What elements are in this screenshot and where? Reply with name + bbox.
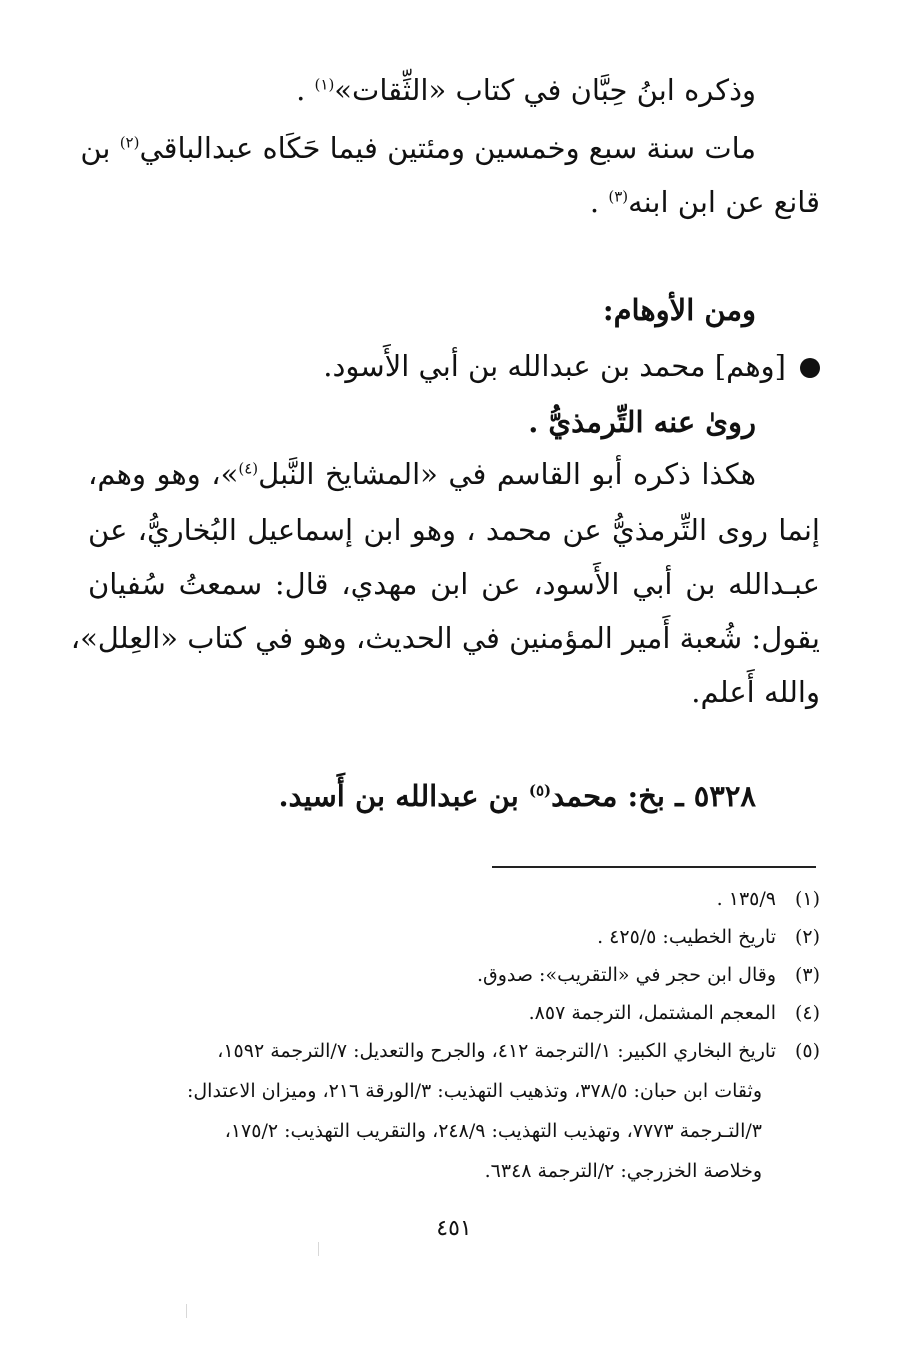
entry-heading (88, 776, 756, 816)
footnote-1 (88, 884, 820, 914)
text-fragment: مات سنة سبع وخمسين ومئتين فيما حَكَاه عبدالباقي (139, 131, 756, 165)
footnote-5-line-3: ٣/التـرجمة ٧٧٧٣، وتهذيب التهذيب: ٢٤٨/٩، والتقريب التهذيب: ١٧٥/٢، (224, 1120, 762, 1142)
footnote-number: (٢) (794, 926, 820, 948)
footnote-4 (88, 998, 820, 1028)
paragraph-line-2: إنما روى التِّرمذيُّ عن محمد ، وهو ابن إسماعيل البُخاريُّ، عن (88, 513, 820, 547)
bullet-icon (800, 358, 820, 378)
text-fragment: »، وهو وهم، (88, 457, 239, 491)
footnote-text: المعجم المشتمل، الترجمة ٨٥٧. (528, 1002, 776, 1024)
footnote-text: ١٣٥/٩ . (716, 888, 776, 910)
footnote-ref-5[interactable]: (٥) (528, 781, 552, 800)
text-fragment: بن (80, 131, 120, 165)
footnote-5-line-4: وخلاصة الخزرجي: ٢/الترجمة ٦٣٤٨. (484, 1160, 762, 1182)
page-number: ٤٥١ (436, 1216, 472, 1241)
footnote-ref-3[interactable]: (٣) (608, 187, 629, 206)
footnote-text: تاريخ البخاري الكبير: ١/الترجمة ٤١٢، والجرح والتعديل: ٧/الترجمة ١٥٩٢، (217, 1040, 776, 1062)
text-line-ibn-hibban (88, 70, 756, 110)
entry-name-rest: بن عبدالله بن أَسيد. (278, 779, 529, 813)
footnote-2 (88, 922, 820, 952)
paragraph-line-3: عبـدالله بن أبي الأَسود، عن ابن مهدي، قال: سمعتُ سُفيان (88, 567, 820, 601)
text-fragment: قانع عن ابن ابنه (628, 185, 820, 219)
footnote-3 (88, 960, 820, 990)
text-fragment: . (296, 73, 315, 107)
footnote-5-line-2: وثقات ابن حبان: ٣٧٨/٥، وتذهيب التهذيب: ٣/الورقة ٢١٦، وميزان الاعتدال: (186, 1080, 762, 1102)
text-fragment: هكذا ذكره أبو القاسم في «المشايخ النَّبل (258, 457, 756, 491)
footnote-text: تاريخ الخطيب: ٤٢٥/٥ . (597, 926, 776, 948)
awham-entry-line (88, 346, 820, 386)
footnote-ref-1[interactable]: (١) (314, 75, 335, 94)
awham-entry-text: [وهم] محمد بن عبدالله بن أبي الأَسود. (323, 349, 786, 383)
footnote-separator (492, 866, 816, 868)
rawa-line: روىٰ عنه التِّرمذيُّ . (528, 405, 756, 439)
text-line-death-year (80, 128, 820, 168)
text-line-qani (88, 182, 820, 222)
text-fragment: وذكره ابنُ حِبَّان في كتاب «الثِّقات» (334, 73, 756, 107)
scan-mark (318, 1242, 319, 1256)
text-fragment: . (589, 185, 609, 219)
footnote-number: (٣) (794, 964, 820, 986)
footnote-5 (88, 1036, 820, 1066)
section-heading-awham: ومن الأوهام: (602, 293, 756, 327)
paragraph-line-4: يقول: شُعبة أَمير المؤمنين في الحديث، وهو في كتاب «العِلل»، (70, 621, 820, 655)
paragraph-line-5: والله أَعلم. (691, 675, 820, 709)
footnote-ref-4[interactable]: (٤) (238, 459, 259, 478)
footnote-text: وقال ابن حجر في «التقريب»: صدوق. (476, 964, 776, 986)
entry-number-and-name: ٥٣٢٨ ـ بخ: محمد (551, 779, 756, 813)
footnote-number: (٤) (794, 1002, 820, 1024)
footnote-number: (١) (794, 888, 820, 910)
scan-mark (186, 1304, 187, 1318)
footnote-number: (٥) (794, 1040, 820, 1062)
footnote-ref-2[interactable]: (٢) (119, 133, 140, 152)
paragraph-line-1 (88, 454, 820, 494)
